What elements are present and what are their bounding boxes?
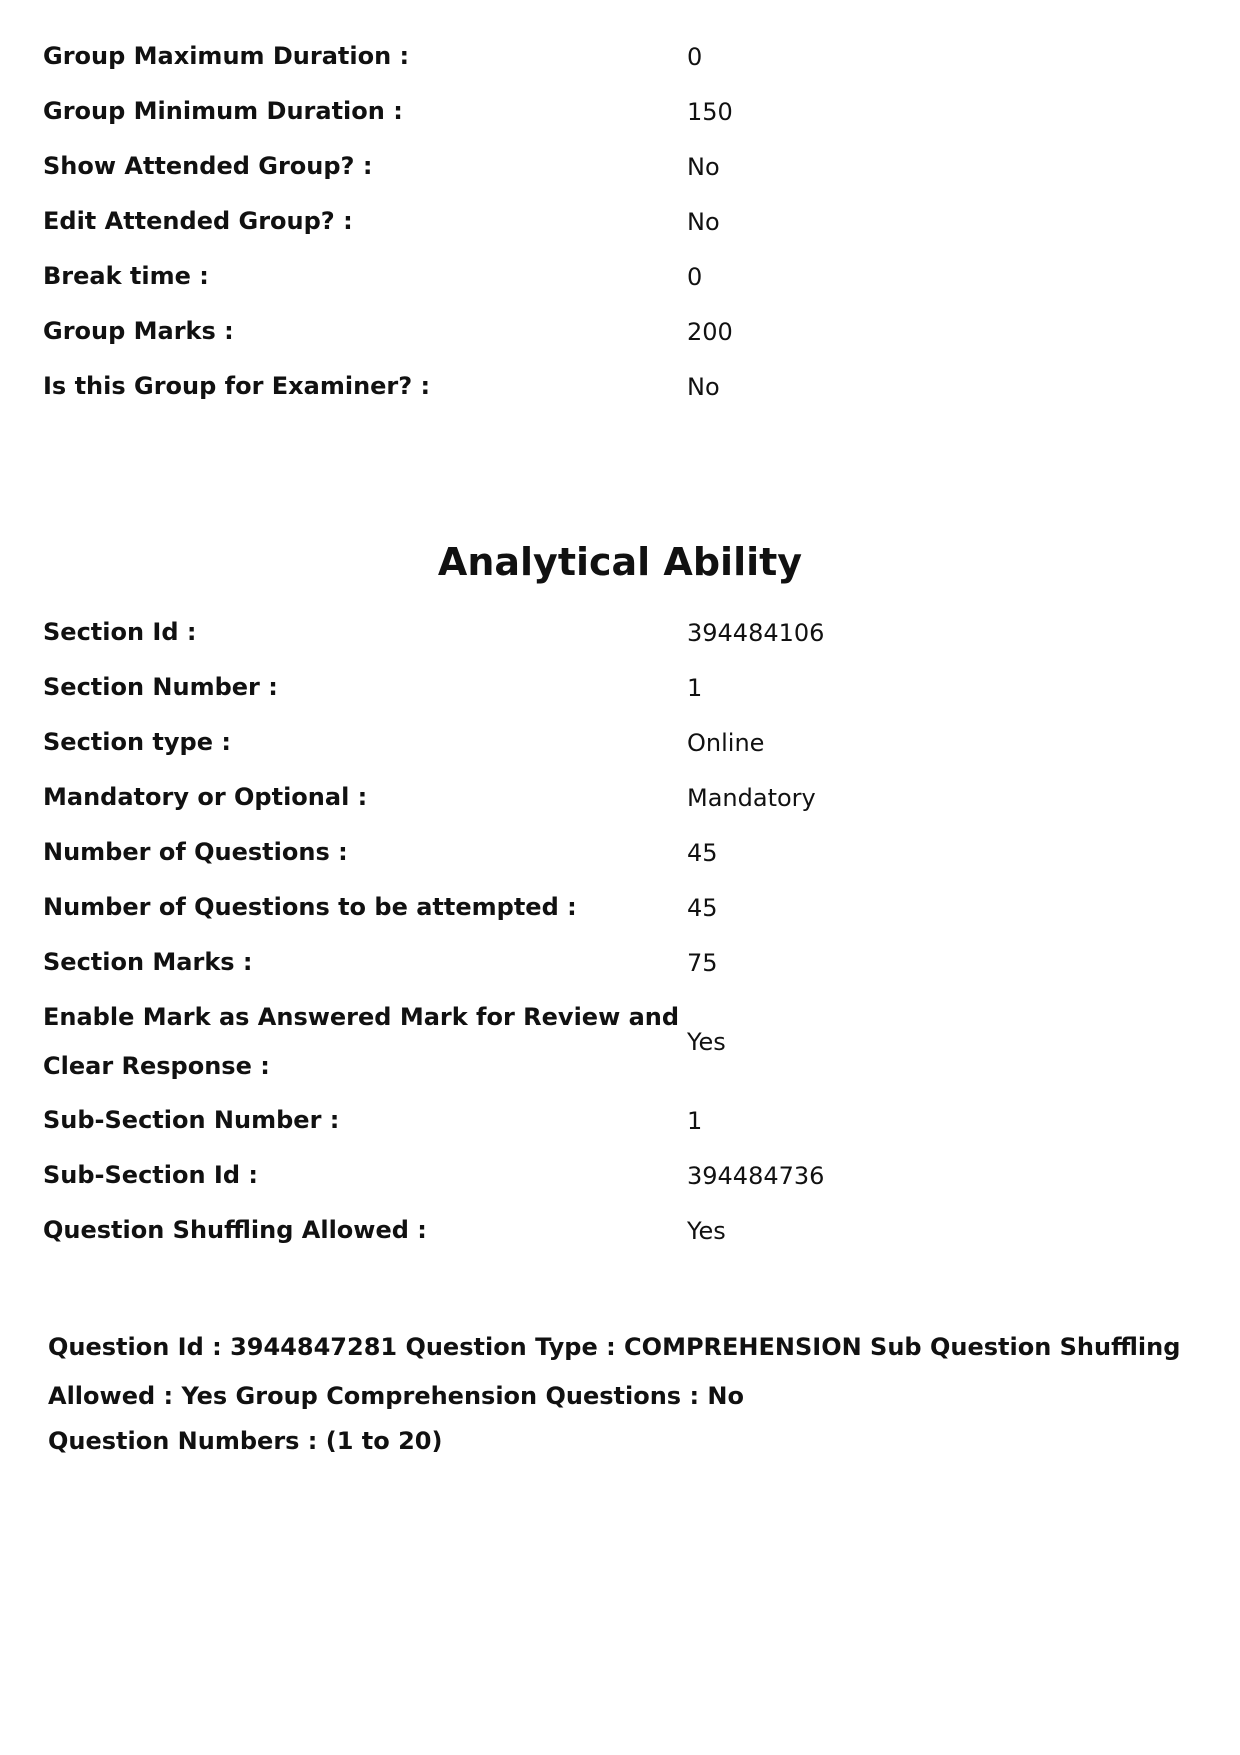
field-label: Section Marks : xyxy=(43,948,253,976)
field-value: 200 xyxy=(687,317,733,346)
number-of-questions-row xyxy=(43,825,1163,880)
field-value: 45 xyxy=(687,893,718,922)
field-value: 394484736 xyxy=(687,1161,825,1190)
mandatory-optional-row xyxy=(43,770,1163,825)
field-label: Sub-Section Number : xyxy=(43,1106,340,1134)
section-id-row xyxy=(43,605,1163,660)
field-label: Number of Questions to be attempted : xyxy=(43,893,577,921)
field-label: Edit Attended Group? : xyxy=(43,207,353,235)
question-numbers: Question Numbers : (1 to 20) xyxy=(48,1427,443,1455)
field-value: 75 xyxy=(687,948,718,977)
field-value: No xyxy=(687,152,720,181)
break-time-row xyxy=(43,249,1163,304)
group-max-duration-row xyxy=(43,29,1163,84)
field-value: 150 xyxy=(687,97,733,126)
field-label: Section Number : xyxy=(43,673,278,701)
sub-section-id-row xyxy=(43,1148,1163,1203)
field-value: Online xyxy=(687,728,765,757)
field-value: 394484106 xyxy=(687,618,825,647)
field-label: Group Maximum Duration : xyxy=(43,42,410,70)
section-title: Analytical Ability xyxy=(437,540,803,584)
group-min-duration-row xyxy=(43,84,1163,139)
field-value: No xyxy=(687,207,720,236)
field-value: Yes xyxy=(687,1216,726,1245)
section-marks-row xyxy=(43,935,1163,990)
field-label: Mandatory or Optional : xyxy=(43,783,368,811)
edit-attended-group-row xyxy=(43,194,1163,249)
enable-mark-review-row xyxy=(43,990,1163,1093)
field-label: Group Marks : xyxy=(43,317,234,345)
field-value: 45 xyxy=(687,838,718,867)
field-label: Section type : xyxy=(43,728,231,756)
section-type-row xyxy=(43,715,1163,770)
field-label: Show Attended Group? : xyxy=(43,152,373,180)
field-value: Yes xyxy=(687,1027,726,1056)
field-value: 0 xyxy=(687,262,703,291)
field-value: 1 xyxy=(687,1106,703,1135)
field-label: Break time : xyxy=(43,262,209,290)
field-label: Number of Questions : xyxy=(43,838,348,866)
sub-section-number-row xyxy=(43,1093,1163,1148)
question-shuffling-row xyxy=(43,1203,1163,1258)
section-number-row xyxy=(43,660,1163,715)
field-label: Group Minimum Duration : xyxy=(43,97,403,125)
field-label: Sub-Section Id : xyxy=(43,1161,258,1189)
question-info: Question Id : 3944847281 Question Type : COMPREHENSION Sub Question Shuffling Allowed : Yes Group Comprehension Questions : No xyxy=(48,1333,1181,1410)
field-label: Enable Mark as Answered Mark for Review and Clear Response : xyxy=(43,1002,680,1080)
field-label: Question Shuffling Allowed : xyxy=(43,1216,427,1244)
questions-to-attempt-row xyxy=(43,880,1163,935)
field-value: No xyxy=(687,372,720,401)
show-attended-group-row xyxy=(43,139,1163,194)
field-label: Section Id : xyxy=(43,618,197,646)
field-value: Mandatory xyxy=(687,783,816,812)
section-settings-table xyxy=(43,605,1163,1258)
group-for-examiner-row xyxy=(43,359,1163,414)
group-settings-table xyxy=(43,29,1163,414)
field-value: 0 xyxy=(687,42,703,71)
group-marks-row xyxy=(43,304,1163,359)
field-label: Is this Group for Examiner? : xyxy=(43,372,431,400)
field-value: 1 xyxy=(687,673,703,702)
